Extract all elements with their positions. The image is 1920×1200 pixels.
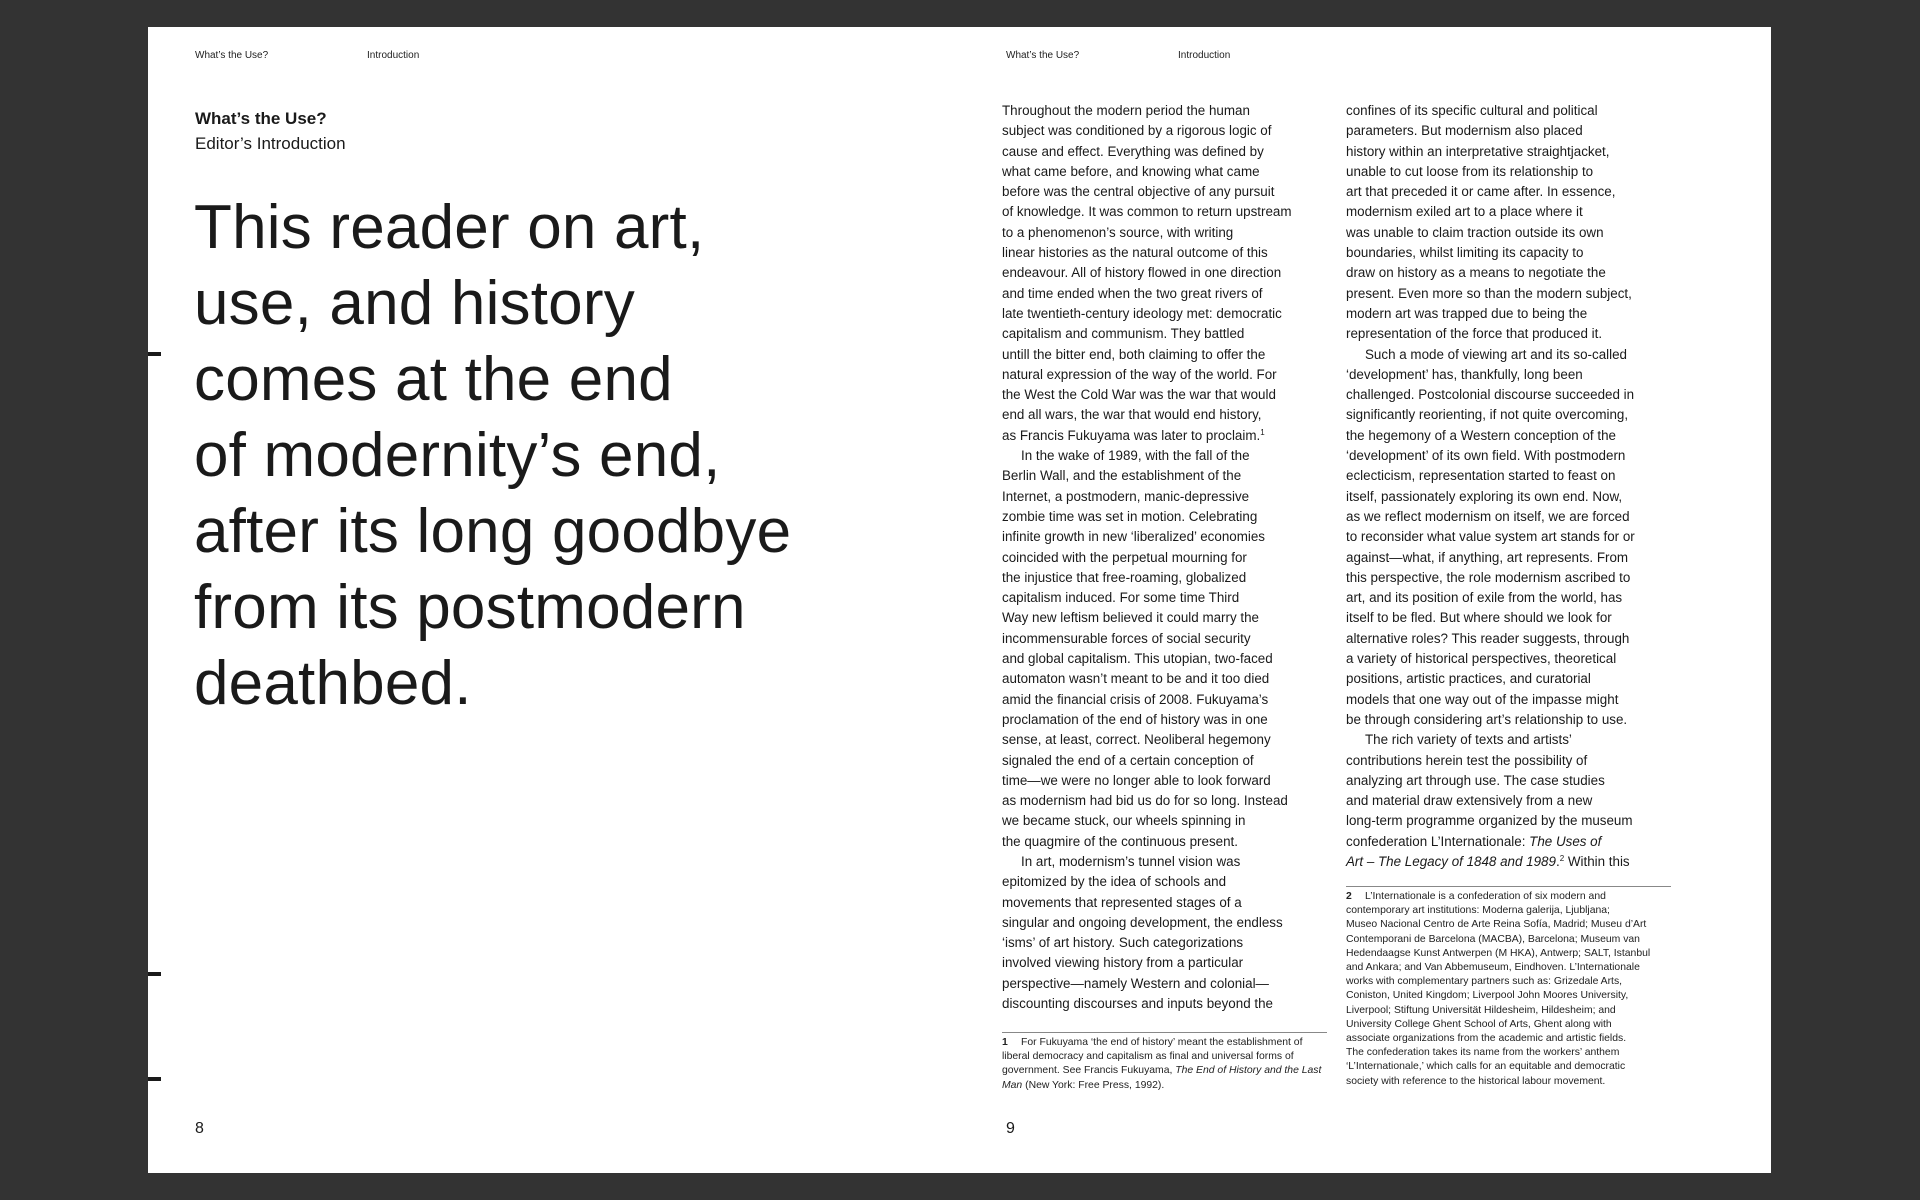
text-line: discounting discourses and inputs beyond the [1002,996,1273,1012]
text-line: cause and effect. Everything was defined by [1002,143,1264,159]
text-line: involved viewing history from a particular [1002,955,1244,971]
footnote-line: 2 L’Internationale is a confederation of six modern and [1346,890,1676,904]
title-block [195,107,346,157]
pull-quote-line: use, and history [194,269,635,338]
pull-quote-line: after its long goodbye [194,497,792,566]
footnote-line: 1 For Fukuyama ‘the end of history’ meant the establishment of [1002,1036,1332,1050]
pull-quote-line: deathbed. [194,649,472,718]
text-line: what came before, and knowing what came [1002,163,1260,179]
book-spread [148,27,1771,1173]
text-line: itself to be fled. But where should we look for [1346,610,1612,626]
text-line: draw on history as a means to negotiate the [1346,265,1606,281]
footnote-1 [1002,1036,1332,1093]
text-line: Berlin Wall, and the establishment of the [1002,468,1242,484]
running-head-section: Introduction [367,50,420,61]
text-line: end all wars, the war that would end history, [1002,407,1262,423]
footnote-line: Man (New York: Free Press, 1992). [1002,1079,1165,1091]
text-line: infinite growth in new ‘liberalized’ economies [1002,529,1265,545]
text-line: zombie time was set in motion. Celebrating [1002,508,1258,524]
text-column-1 [1002,101,1332,1014]
text-line: we became stuck, our wheels spinning in [1002,813,1246,829]
text-line: and time ended when the two great rivers of [1002,285,1263,301]
footnote-line: Hedendaagse Kunst Antwerpen (M HKA), Antwerp; SALT, Istanbul [1346,947,1651,959]
text-line: analyzing art through use. The case studies [1346,772,1605,788]
text-line: present. Even more so than the modern subject, [1346,285,1632,301]
right-page [959,27,1771,1173]
text-line: history within an interpretative straightjacket, [1346,143,1610,159]
pull-quote-line: of modernity’s end, [194,421,721,490]
text-line: art, and its position of exile from the world, has [1346,590,1623,606]
footnote-marker: 2 [1559,853,1565,863]
page-subtitle: Editor’s Introduction [195,134,346,153]
text-line: itself, passionately exploring its own end. Now, [1346,488,1623,504]
footnote-number: 2 [1346,891,1352,902]
text-line: singular and ongoing development, the endless [1002,914,1283,930]
text-line: Throughout the modern period the human [1002,103,1250,118]
text-line: representation of the force that produced it. [1346,326,1603,342]
text-line: to reconsider what value system art stands for or [1346,529,1635,545]
text-line: significantly reorienting, if not quite overcoming, [1346,407,1629,423]
text-column-2 [1346,101,1676,872]
text-line: parameters. But modernism also placed [1346,123,1583,139]
margin-tick-mark [148,352,161,356]
footnote-marker: 1 [1260,427,1265,437]
page-title: What’s the Use? [195,109,327,128]
page-number: 8 [195,1120,204,1137]
text-line: epitomized by the idea of schools and [1002,874,1227,890]
text-line: boundaries, whilst limiting its capacity to [1346,245,1584,261]
footnote-line: contemporary art institutions: Moderna galerija, Ljubljana; [1346,905,1610,917]
text-line: ‘isms’ of art history. Such categorizations [1002,935,1244,951]
text-line: a variety of historical perspectives, theoretical [1346,651,1617,667]
running-head-section: Introduction [1178,50,1231,61]
text-line: to a phenomenon’s source, with writing [1002,224,1234,240]
text-line: long-term programme organized by the museum [1346,813,1633,829]
text-line: the injustice that free-roaming, globalized [1002,569,1247,585]
text-line: The rich variety of texts and artists’ [1365,732,1572,748]
text-line: time—we were no longer able to look forward [1002,772,1271,788]
footnote-line: works with complementary partners such as: Grizedale Arts, [1346,976,1623,988]
text-line: before was the central objective of any pursuit [1002,184,1275,200]
text-line: late twentieth-century ideology met: democratic [1002,305,1282,321]
text-line: ‘development’ of its own field. With postmodern [1346,448,1626,464]
text-line: against—what, if anything, art represents. From [1346,549,1629,565]
footnote-line: Contemporani de Barcelona (MACBA), Barcelona; Museum van [1346,933,1640,945]
left-page [148,27,959,1173]
text-line: automaton wasn’t meant to be and it too died [1002,671,1270,687]
pull-quote-line: from its postmodern [194,573,746,642]
text-line: sense, at least, correct. Neoliberal hegemony [1002,732,1271,748]
text-line: and material draw extensively from a new [1346,793,1593,809]
pull-quote-line: This reader on art, [194,193,705,262]
text-line: eclecticism, representation started to feast on [1346,468,1616,484]
margin-tick-mark [148,1077,161,1081]
footnote-line: University College Ghent School of Arts, Ghent along with [1346,1018,1612,1030]
text-line: as Francis Fukuyama was later to proclaim.$^1$ [1002,427,1265,443]
text-line: art that preceded it or came after. In essence, [1346,184,1616,200]
footnote-line: Museo Nacional Centro de Arte Reina Sofía, Madrid; Museu d’Art [1346,919,1647,931]
text-line: coincided with the perpetual mourning for [1002,549,1247,565]
footnote-rule [1002,1032,1327,1033]
text-line: untill the bitter end, both claiming to offer the [1002,346,1266,362]
text-line: be through considering art’s relationship to use. [1346,711,1628,727]
text-line: signaled the end of a certain conception of [1002,752,1254,768]
text-line: of knowledge. It was common to return upstream [1002,204,1292,220]
text-line: as modernism had bid us do for so long. Instead [1002,793,1288,809]
text-line: contributions herein test the possibility of [1346,752,1588,768]
text-line: models that one way out of the impasse might [1346,691,1619,707]
footnote-line: associate organizations from the academic and artistic fields. [1346,1033,1627,1045]
text-line: unable to cut loose from its relationship to [1346,163,1594,179]
text-line: In art, modernism’s tunnel vision was [1021,853,1241,869]
margin-tick-mark [148,972,161,976]
text-line: was unable to claim traction outside its own [1346,224,1604,240]
footnote-line: ‘L’Internationale,’ which calls for an equitable and democratic [1346,1061,1626,1073]
text-line: natural expression of the way of the world. For [1002,366,1277,382]
text-line: endeavour. All of history flowed in one direction [1002,265,1282,281]
text-line: amid the financial crisis of 2008. Fukuyama’s [1002,691,1269,707]
text-line: alternative roles? This reader suggests, through [1346,630,1630,646]
footnote-line: society with reference to the historical labour movement. [1346,1075,1606,1087]
footnote-line: government. See Francis Fukuyama, The End of History and the Last [1002,1065,1322,1077]
text-line: Internet, a postmodern, manic-depressive [1002,488,1250,504]
text-line: this perspective, the role modernism ascribed to [1346,569,1631,585]
text-line: the quagmire of the continuous present. [1002,833,1238,849]
footnote-rule [1346,886,1671,887]
text-line: capitalism induced. For some time Third [1002,590,1240,606]
footnote-line: liberal democracy and capitalism as final and universal forms of [1002,1051,1294,1063]
footnote-line: and Ankara; and Van Abbemuseum, Eindhoven. L’Internationale [1346,962,1640,974]
text-line: and global capitalism. This utopian, two-faced [1002,651,1273,667]
text-line: Art – The Legacy of 1848 and 1989.$^2$ Within this [1346,853,1630,869]
text-line: proclamation of the end of history was in one [1002,711,1268,727]
text-line: capitalism and communism. They battled [1002,326,1245,342]
text-line: positions, artistic practices, and curatorial [1346,671,1591,687]
text-line: confines of its specific cultural and political [1346,103,1598,118]
footnote-number: 1 [1002,1037,1008,1048]
text-line: modern art was trapped due to being the [1346,305,1588,321]
pull-quote-line: comes at the end [194,345,673,414]
text-line: subject was conditioned by a rigorous logic of [1002,123,1272,139]
text-line: confederation L’Internationale: The Uses of [1346,833,1602,849]
text-line: Such a mode of viewing art and its so-called [1365,346,1628,362]
running-head-book: What’s the Use? [1006,50,1080,61]
text-line: modernism exiled art to a place where it [1346,204,1583,220]
text-line: the hegemony of a Western conception of the [1346,427,1616,443]
text-line: ‘development’ has, thankfully, long been [1346,366,1583,382]
text-line: Way new leftism believed it could marry the [1002,610,1259,626]
footnote-2 [1346,890,1676,1089]
pull-quote [194,190,894,722]
text-line: linear histories as the natural outcome of this [1002,245,1268,261]
footnote-line: The confederation takes its name from the workers’ anthem [1346,1047,1620,1059]
text-line: incommensurable forces of social security [1002,630,1251,646]
text-line: perspective—namely Western and colonial— [1002,975,1269,991]
text-line: the West the Cold War was the war that would [1002,387,1276,403]
text-line: challenged. Postcolonial discourse succeeded in [1346,387,1635,403]
page-number: 9 [1006,1120,1015,1137]
text-line: as we reflect modernism on itself, we are forced [1346,508,1630,524]
text-line: movements that represented stages of a [1002,894,1242,910]
footnote-line: Liverpool; Stiftung Universität Hildesheim, Hildesheim; and [1346,1004,1616,1016]
footnote-line: Coniston, United Kingdom; Liverpool John Moores University, [1346,990,1629,1002]
running-head-book: What’s the Use? [195,50,269,61]
text-line: In the wake of 1989, with the fall of the [1021,448,1250,464]
